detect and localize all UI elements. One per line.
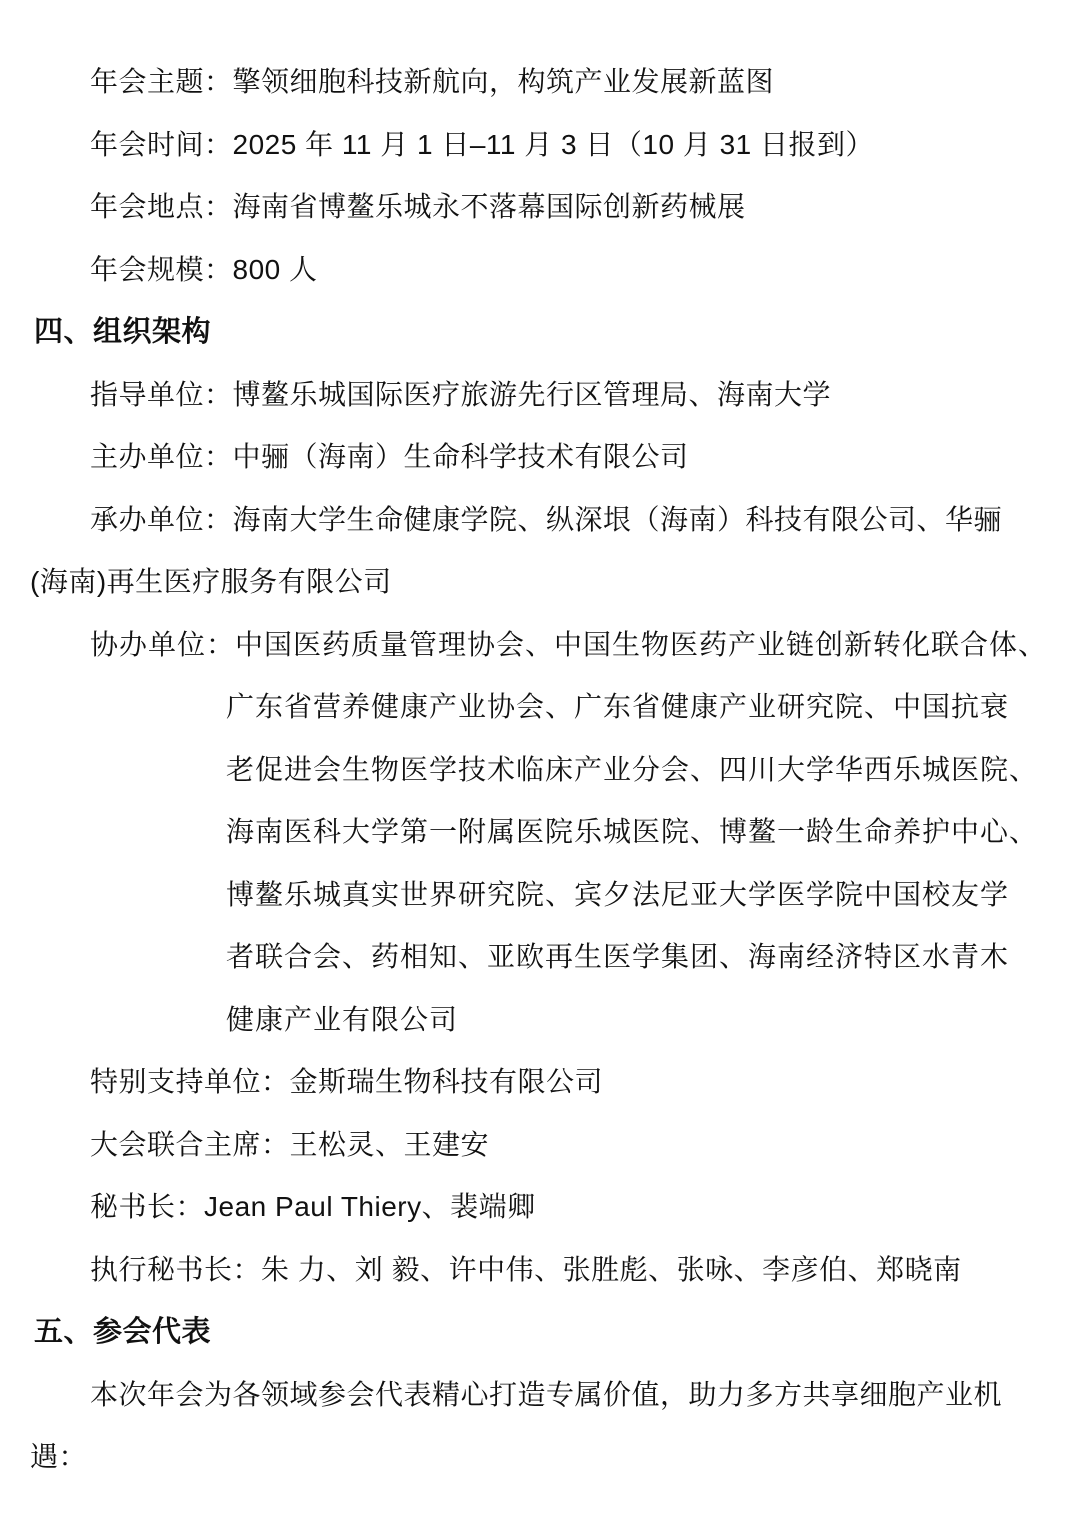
meeting-scale-value: 800 人 (232, 253, 318, 285)
special-support-line (30, 1051, 1039, 1114)
special-support-label: 特别支持单位： (90, 1066, 290, 1097)
coorganizer-unit-line-2: 广东省营养健康产业协会、广东省健康产业研究院、中国抗衰 (226, 691, 1010, 722)
meeting-theme-label: 年会主题： (90, 66, 233, 97)
guidance-unit-line (30, 364, 1039, 427)
host-unit-line (30, 426, 1039, 489)
coorganizer-unit-line-6: 者联合会、药相知、亚欧再生医学集团、海南经济特区水青木 (226, 941, 1010, 972)
coorganizer-unit-line-1 (30, 614, 1048, 677)
coorganizer-unit-line-4: 海南医科大学第一附属医院乐城医院、博鳌一龄生命养护中心、 (226, 816, 1039, 847)
secretary-label: 秘书长： (90, 1191, 205, 1222)
section-delegates-heading: 五、参会代表 (34, 1316, 212, 1348)
organizer-unit-value-1: 海南大学生命健康学院、纵深垠（海南）科技有限公司、华骊 (232, 503, 1003, 535)
secretary-line (30, 1176, 1039, 1239)
cochairs-label: 大会联合主席： (90, 1128, 290, 1160)
meeting-scale-line (30, 239, 1039, 302)
cochairs-value: 王松灵、王建安 (289, 1128, 490, 1160)
meeting-venue-label: 年会地点： (90, 191, 233, 222)
meeting-venue-value: 海南省博鳌乐城永不落幕国际创新药械展 (232, 191, 746, 222)
secretary-value: Jean Paul Thiery、裴端卿 (204, 1191, 536, 1222)
coorganizer-unit-line-5: 博鳌乐城真实世界研究院、宾夕法尼亚大学医学院中国校友学 (226, 878, 1010, 910)
organizer-unit-line-1 (30, 489, 1039, 552)
host-unit-label: 主办单位： (90, 441, 233, 472)
guidance-unit-value: 博鳌乐城国际医疗旅游先行区管理局、海南大学 (232, 378, 832, 410)
coorganizer-unit-line-7: 健康产业有限公司 (226, 1003, 459, 1035)
meeting-theme-line (30, 51, 1039, 114)
meeting-time-line (30, 114, 1039, 177)
coorganizer-unit-line-3: 老促进会生物医学技术临床产业分会、四川大学华西乐城医院、 (226, 753, 1039, 785)
coorganizer-unit-label: 协办单位： (90, 628, 236, 660)
meeting-theme-value: 擎领细胞科技新航向，构筑产业发展新蓝图 (232, 66, 775, 97)
exec-secretary-label: 执行秘书长： (90, 1253, 262, 1285)
organizer-unit-line-2: (海南)再生医疗服务有限公司 (30, 566, 392, 597)
special-support-value: 金斯瑞生物科技有限公司 (289, 1066, 604, 1097)
delegates-intro-line-2: 遇： (30, 1441, 88, 1472)
host-unit-value: 中骊（海南）生命科学技术有限公司 (232, 441, 689, 472)
meeting-time-label: 年会时间： (90, 128, 233, 160)
meeting-time-value: 2025 年 11 月 1 日–11 月 3 日（10 月 31 日报到） (232, 128, 875, 160)
organizer-unit-label: 承办单位： (90, 503, 233, 535)
coorganizer-unit-value-1: 中国医药质量管理协会、中国生物医药产业链创新转化联合体、 (235, 628, 1048, 660)
meeting-venue-line (30, 176, 1039, 239)
exec-secretary-value: 朱 力、刘 毅、许中伟、张胜彪、张咏、李彦伯、郑晓南 (261, 1253, 962, 1285)
section-org-heading: 四、组织架构 (34, 316, 212, 348)
exec-secretary-line (30, 1239, 1039, 1302)
guidance-unit-label: 指导单位： (90, 378, 233, 410)
cochairs-line (30, 1114, 1039, 1177)
delegates-intro-line-1: 本次年会为各领域参会代表精心打造专属价值，助力多方共享细胞产业机 (90, 1378, 1003, 1410)
meeting-scale-label: 年会规模： (90, 253, 233, 285)
